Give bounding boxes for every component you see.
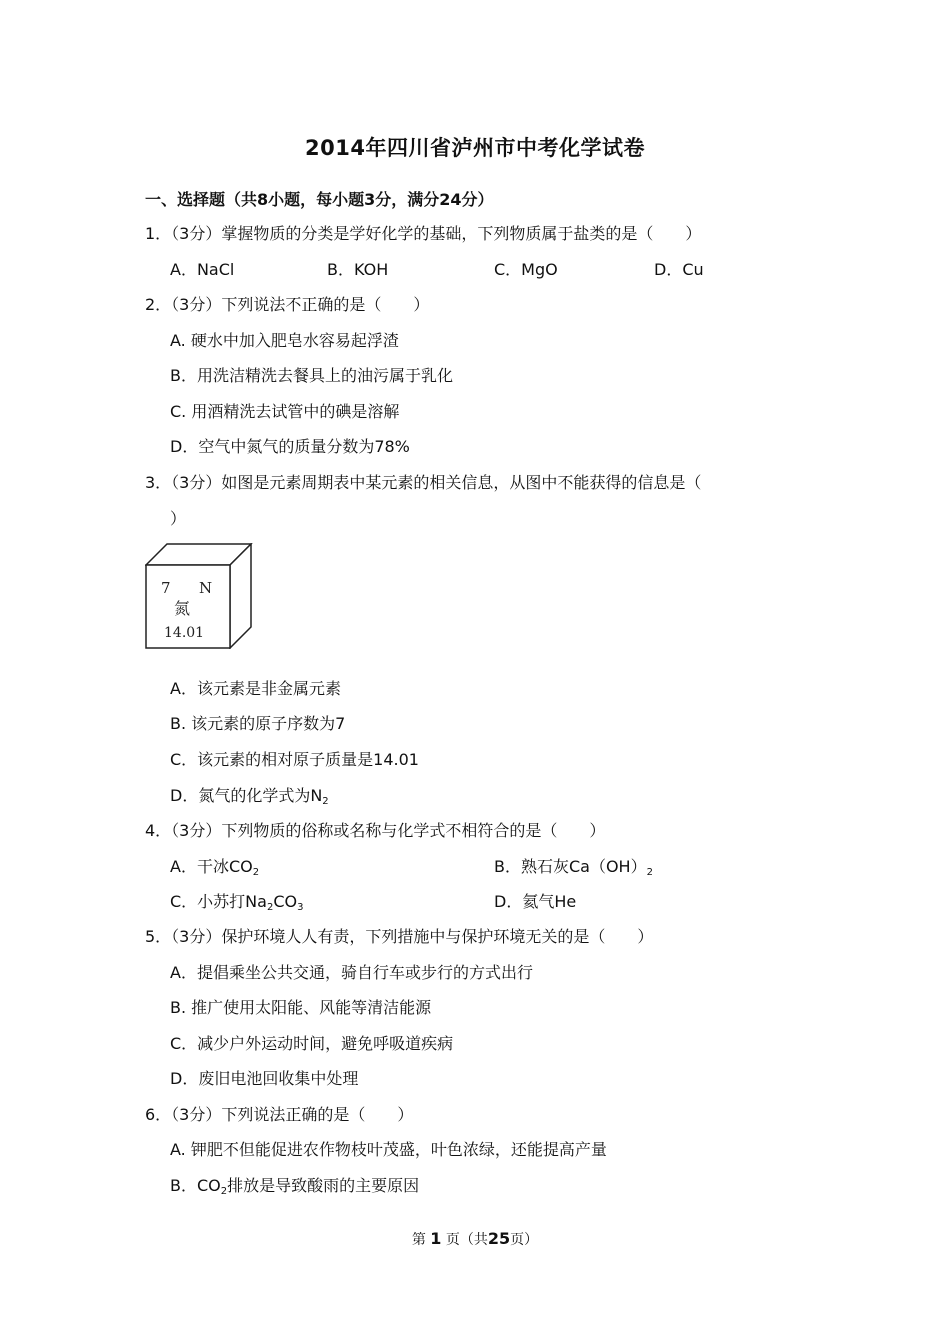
q3-option-d xyxy=(170,785,329,807)
q5-option-d: D．废旧电池回收集中处理 xyxy=(170,1069,359,1088)
element-symbol: N xyxy=(199,579,213,597)
footer-page-number: 1 xyxy=(430,1229,442,1248)
q4-option-b xyxy=(494,856,653,878)
element-cell-figure xyxy=(145,543,255,649)
question-3-stem-end: ） xyxy=(170,509,187,528)
q6-option-a: A. 钾肥不但能促进农作物枝叶茂盛，叶色浓绿，还能提高产量 xyxy=(170,1140,607,1159)
q3-option-c: C．该元素的相对原子质量是14.01 xyxy=(170,750,419,769)
q4-option-b-subscript: 2 xyxy=(646,867,653,878)
q6-option-b-text: B．CO xyxy=(170,1176,221,1195)
footer-suffix: 页） xyxy=(510,1232,539,1248)
question-3-stem: 3．（3分）如图是元素周期表中某元素的相关信息，从图中不能获得的信息是（ xyxy=(145,473,702,492)
q1-option-c: C．MgO xyxy=(494,260,558,279)
footer-prefix: 第 xyxy=(411,1232,426,1248)
q4-option-c xyxy=(170,891,303,913)
q4-option-c-subscript-2: 3 xyxy=(297,902,304,913)
footer-total-pages: 25 xyxy=(487,1229,511,1248)
q6-option-b xyxy=(170,1175,419,1197)
q4-option-d: D．氦气He xyxy=(494,892,577,911)
q5-option-b: B. 推广使用太阳能、风能等清洁能源 xyxy=(170,998,432,1017)
q3-option-b: B. 该元素的原子序数为7 xyxy=(170,714,346,733)
question-1-stem: 1．（3分）掌握物质的分类是学好化学的基础，下列物质属于盐类的是（ ） xyxy=(145,224,702,243)
element-atomic-number: 7 xyxy=(161,579,171,597)
question-2-stem: 2．（3分）下列说法不正确的是（ ） xyxy=(145,295,430,314)
footer-middle: 页（共 xyxy=(445,1232,488,1248)
question-5-stem: 5．（3分）保护环境人人有责，下列措施中与保护环境无关的是（ ） xyxy=(145,927,654,946)
page-footer xyxy=(0,1229,950,1249)
question-6-stem: 6．（3分）下列说法正确的是（ ） xyxy=(145,1105,414,1124)
q5-option-a: A．提倡乘坐公共交通，骑自行车或步行的方式出行 xyxy=(170,963,533,982)
q4-option-c-text: C．小苏打Na xyxy=(170,892,267,911)
q6-option-b-rest: 排放是导致酸雨的主要原因 xyxy=(227,1176,420,1195)
q4-option-b-text: B．熟石灰Ca（OH） xyxy=(494,857,647,876)
q5-option-c: C．减少户外运动时间，避免呼吸道疾病 xyxy=(170,1034,454,1053)
q4-option-a-subscript: 2 xyxy=(252,867,260,878)
q3-option-d-subscript: 2 xyxy=(322,796,329,807)
q4-option-a xyxy=(170,856,259,878)
q6-option-b-subscript: 2 xyxy=(220,1186,228,1197)
q3-option-d-text: D．氮气的化学式为N xyxy=(170,786,323,805)
q4-option-c-mid: CO xyxy=(273,892,298,911)
q4-option-a-text: A．干冰CO xyxy=(170,857,253,876)
q4-option-c-subscript-1: 2 xyxy=(266,902,274,913)
q2-option-c: C. 用酒精洗去试管中的碘是溶解 xyxy=(170,402,400,421)
element-atomic-mass: 14.01 xyxy=(164,625,205,641)
q1-option-b: B．KOH xyxy=(327,260,389,279)
page-title: 2014年四川省泸州市中考化学试卷 xyxy=(305,136,645,160)
q1-option-a: A．NaCl xyxy=(170,260,235,279)
section-heading: 一、选择题（共8小题，每小题3分，满分24分） xyxy=(145,190,494,209)
q3-option-a: A．该元素是非金属元素 xyxy=(170,679,341,698)
q2-option-d: D．空气中氮气的质量分数为78% xyxy=(170,437,410,456)
q2-option-a: A. 硬水中加入肥皂水容易起浮渣 xyxy=(170,331,399,350)
q1-option-d: D．Cu xyxy=(654,260,704,279)
q2-option-b: B．用洗洁精洗去餐具上的油污属于乳化 xyxy=(170,366,453,385)
element-name: 氮 xyxy=(174,599,191,618)
question-4-stem: 4．（3分）下列物质的俗称或名称与化学式不相符合的是（ ） xyxy=(145,821,606,840)
